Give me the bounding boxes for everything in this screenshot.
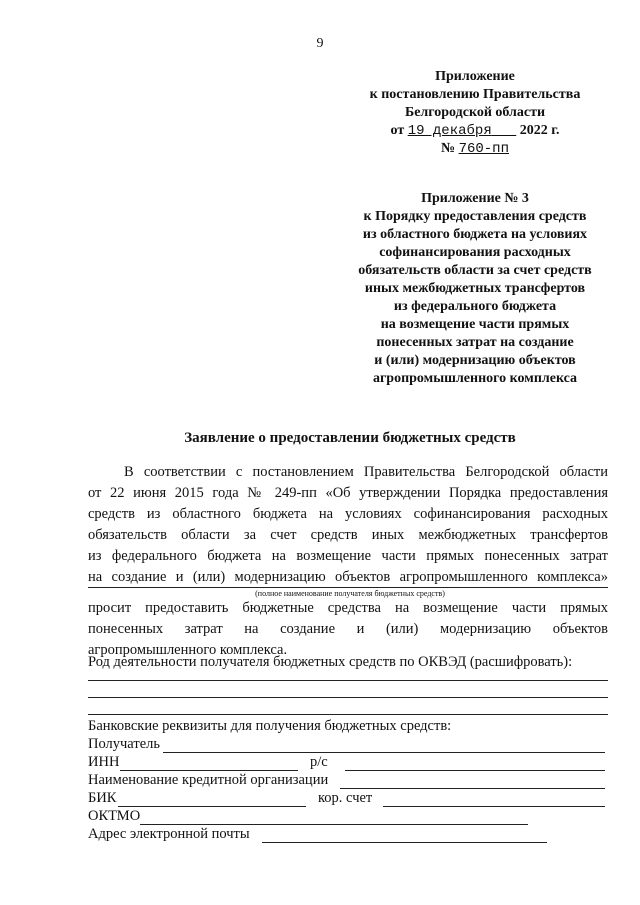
intro-line: из федерального бюджета на возмещение части прямых понесенных затрат xyxy=(88,548,608,564)
okved-line-3[interactable] xyxy=(88,714,608,715)
header2-line: на возмещение части прямых xyxy=(380,317,570,332)
corr-account-label: кор. счет xyxy=(318,790,373,806)
request-line: просит предоставить бюджетные средства на возмещение части прямых xyxy=(88,600,608,616)
resolution-ref: к постановлению Правительства xyxy=(369,87,581,102)
header2-line: агропромышленного комплекса xyxy=(372,371,578,386)
header2-line: Приложение № 3 xyxy=(421,191,529,206)
recipient-field[interactable] xyxy=(163,752,605,753)
request-line: понесенных затрат на создание и (или) модернизацию объектов xyxy=(88,621,608,637)
email-field[interactable] xyxy=(262,842,547,843)
account-label: р/с xyxy=(310,754,328,770)
appendix-3-header xyxy=(330,190,620,388)
header2-line: обязательств области за счет средств xyxy=(358,263,592,278)
bik-field[interactable] xyxy=(118,806,306,807)
bank-name-label: Наименование кредитной организации xyxy=(88,772,329,788)
intro-line: на создание и (или) модернизацию объектов агропромышленного комплекса» xyxy=(88,569,608,585)
appendix-label: Приложение xyxy=(435,69,515,84)
page-number: 9 xyxy=(316,36,324,51)
resolution-date-line xyxy=(330,122,620,140)
account-field[interactable] xyxy=(345,770,605,771)
number-prefix: № xyxy=(441,141,456,156)
region-name: Белгородской области xyxy=(404,105,546,120)
oktmo-field[interactable] xyxy=(140,824,528,825)
header2-line: софинансирования расходных xyxy=(379,245,571,260)
date-suffix: 2022 г. xyxy=(519,123,560,138)
intro-line: обязательств области за счет средств иных межбюджетных трансфертов xyxy=(88,527,608,543)
request-line: агропромышленного комплекса. xyxy=(88,642,288,658)
document-title: Заявление о предоставлении бюджетных средств xyxy=(184,430,516,446)
intro-line: средств из областного бюджета на условиях софинансирования расходных xyxy=(88,506,608,522)
bank-name-field[interactable] xyxy=(340,788,605,789)
okved-line-2[interactable] xyxy=(88,697,608,698)
header2-line: к Порядку предоставления средств xyxy=(363,209,587,224)
intro-line: В соответствии с постановлением Правительства Белгородской области xyxy=(124,464,608,480)
bank-details-heading: Банковские реквизиты для получения бюджетных средств: xyxy=(88,718,452,734)
okved-line-1[interactable] xyxy=(88,680,608,681)
recipient-label: Получатель xyxy=(88,736,160,752)
recipient-caption: (полное наименование получателя бюджетных средств) xyxy=(255,589,445,598)
intro-paragraph xyxy=(88,462,608,588)
appendix-header xyxy=(330,68,620,158)
resolution-number-line xyxy=(330,140,620,158)
header2-line: и (или) модернизацию объектов xyxy=(374,353,576,368)
header2-line: из федерального бюджета xyxy=(393,299,557,314)
okved-label: Род деятельности получателя бюджетных средств по ОКВЭД (расшифровать): xyxy=(88,654,573,670)
oktmo-label: ОКТМО xyxy=(88,808,141,824)
inn-label: ИНН xyxy=(88,754,120,770)
email-label: Адрес электронной почты xyxy=(88,826,250,842)
bik-label: БИК xyxy=(88,790,117,806)
corr-account-field[interactable] xyxy=(383,806,605,807)
inn-field[interactable] xyxy=(120,770,298,771)
header2-line: иных межбюджетных трансфертов xyxy=(364,281,586,296)
request-paragraph xyxy=(88,598,608,661)
recipient-name-line[interactable] xyxy=(88,587,608,588)
date-prefix: от xyxy=(390,123,405,138)
intro-line: от 22 июня 2015 года № 249-пп «Об утверждении Порядка предоставления xyxy=(88,485,608,501)
number-value: 760-пп xyxy=(458,141,509,157)
header2-line: из областного бюджета на условиях xyxy=(362,227,588,242)
date-value: 19 декабря xyxy=(407,123,492,139)
header2-line: понесенных затрат на создание xyxy=(376,335,574,350)
